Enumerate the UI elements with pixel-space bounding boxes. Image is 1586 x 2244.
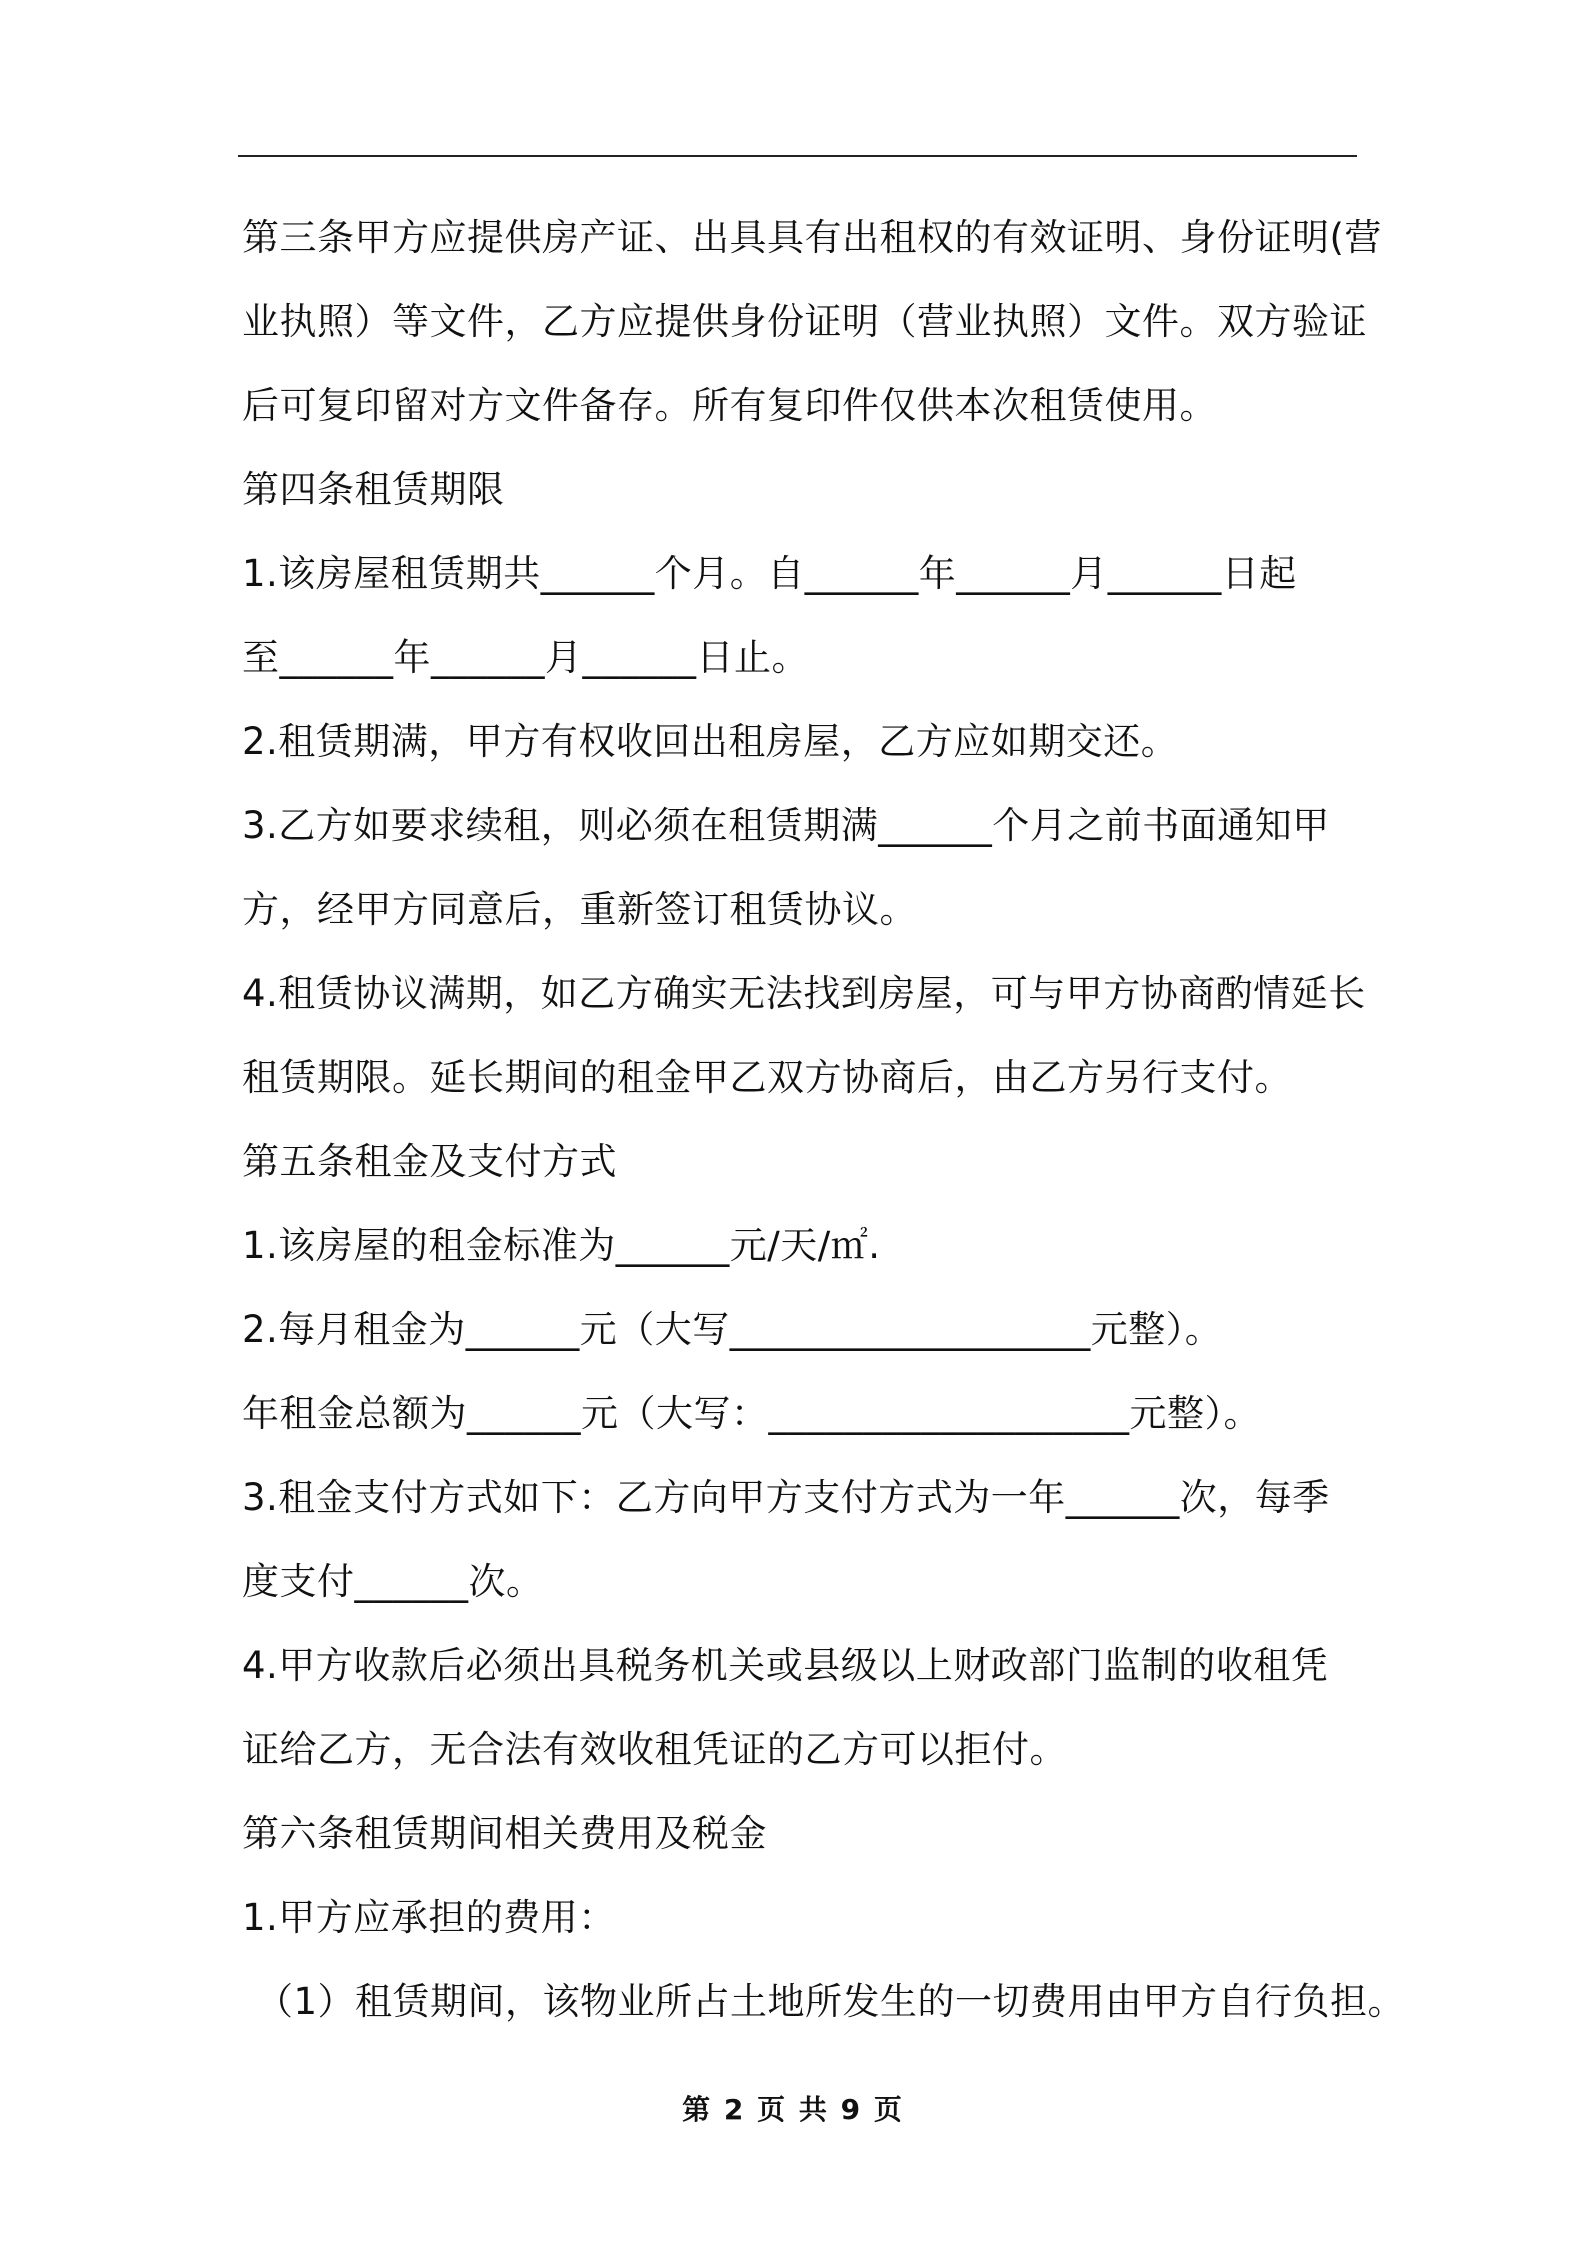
- text-line: （1）租赁期间，该物业所占土地所发生的一切费用由甲方自行负担。: [256, 1980, 1406, 2023]
- text-line: 3.乙方如要求续租，则必须在租赁期满______个月之前书面通知甲: [242, 804, 1330, 847]
- text-line: 后可复印留对方文件备存。所有复印件仅供本次租赁使用。: [242, 384, 1217, 427]
- text-line: 4.甲方收款后必须出具税务机关或县级以上财政部门监制的收租凭: [242, 1644, 1329, 1687]
- text-line: 1.该房屋租赁期共______个月。自______年______月______日起: [242, 552, 1297, 595]
- text-line: 方，经甲方同意后，重新签订租赁协议。: [242, 888, 917, 931]
- text-line: 第三条甲方应提供房产证、出具具有出租权的有效证明、身份证明(营: [242, 216, 1382, 259]
- text-line: 年租金总额为______元（大写：___________________元整）。: [242, 1392, 1261, 1435]
- text-line: 2.租赁期满，甲方有权收回出租房屋，乙方应如期交还。: [242, 720, 1179, 763]
- text-line: 业执照）等文件，乙方应提供身份证明（营业执照）文件。双方验证: [242, 300, 1367, 343]
- text-line: 至______年______月______日止。: [242, 636, 809, 679]
- text-line: 度支付______次。: [242, 1560, 544, 1603]
- section-heading: 第四条租赁期限: [242, 468, 505, 511]
- text-line: 租赁期限。延长期间的租金甲乙双方协商后，由乙方另行支付。: [242, 1056, 1292, 1099]
- text-line: 4.租赁协议满期，如乙方确实无法找到房屋，可与甲方协商酌情延长: [242, 972, 1366, 1015]
- section-heading: 第六条租赁期间相关费用及税金: [242, 1812, 767, 1855]
- text-line: 1.该房屋的租金标准为______元/天/㎡.: [242, 1224, 881, 1267]
- page-number: 第 2 页 共 9 页: [682, 2093, 904, 2126]
- document-body: [242, 196, 1406, 2044]
- text-line: 1.甲方应承担的费用：: [242, 1896, 616, 1939]
- text-line: 3.租金支付方式如下：乙方向甲方支付方式为一年______次，每季: [242, 1476, 1330, 1519]
- header-divider: [238, 155, 1357, 157]
- section-heading: 第五条租金及支付方式: [242, 1140, 617, 1183]
- text-line: 2.每月租金为______元（大写___________________元整）。: [242, 1308, 1223, 1351]
- text-line: 证给乙方，无合法有效收租凭证的乙方可以拒付。: [242, 1728, 1067, 1771]
